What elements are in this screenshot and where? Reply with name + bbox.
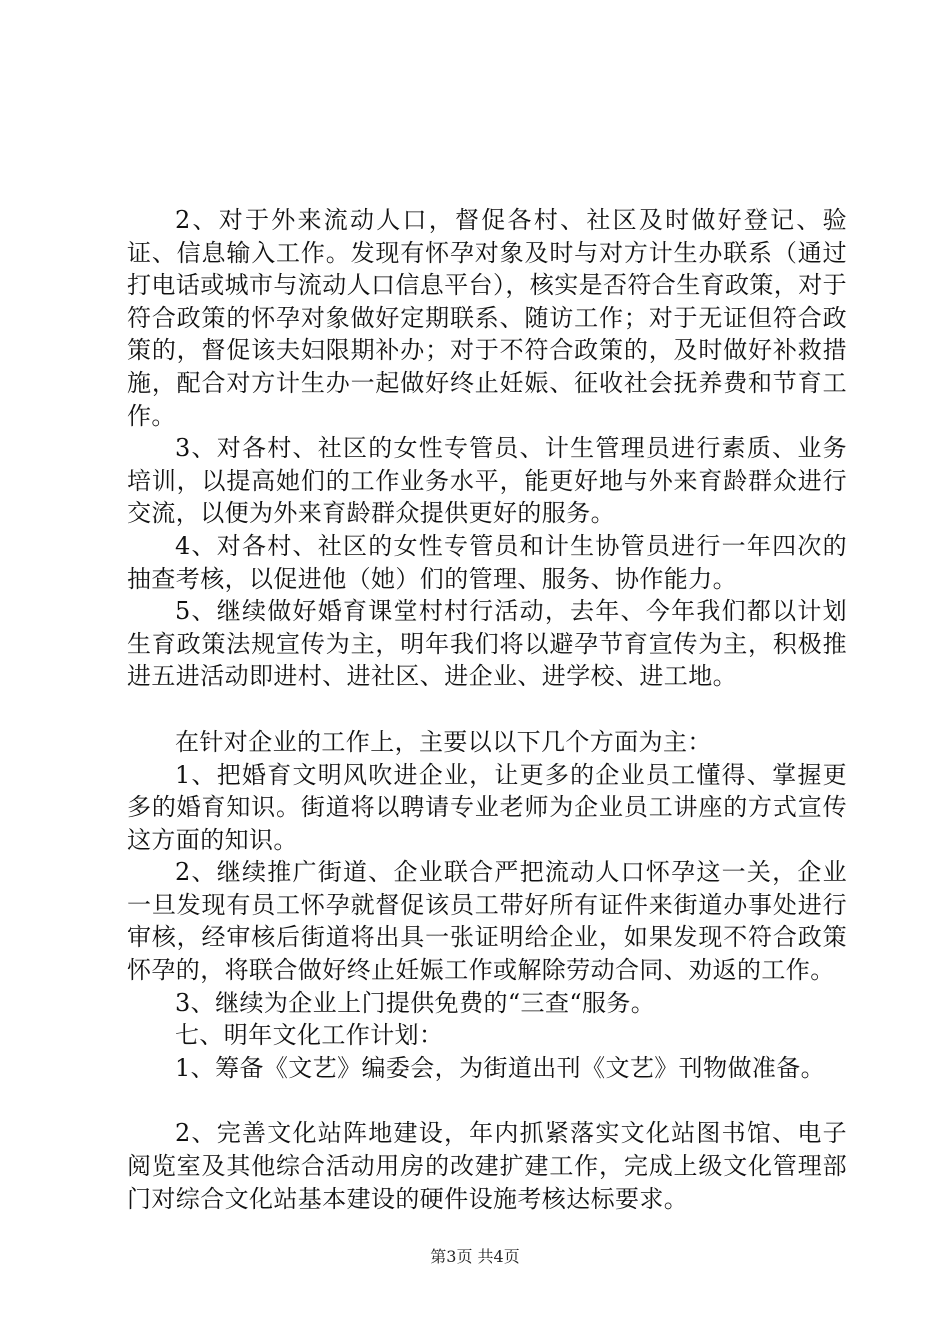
paragraph-culture-station: 2、完善文化站阵地建设，年内抓紧落实文化站图书馆、电子阅览室及其他综合活动用房的改建扩建工作，完成上级文化管理部门对综合文化站基本建设的硬件设施考核达标要求。 <box>127 1119 847 1213</box>
paragraph-quarterly-assessment: 4、对各村、社区的女性专管员和计生协管员进行一年四次的抽查考核，以促进他（她）们的管理、服务、协作能力。 <box>127 531 847 593</box>
section-heading-culture-plan: 七、明年文化工作计划： <box>175 1021 444 1050</box>
paragraph-enterprise-education: 1、把婚育文明风吹进企业，让更多的企业员工懂得、掌握更多的婚育知识。街道将以聘请专业老师为企业员工讲座的方式宣传这方面的知识。 <box>127 760 847 854</box>
paragraph-migrant-registration: 2、对于外来流动人口，督促各村、社区及时做好登记、验证、信息输入工作。发现有怀孕对象及时与对方计生办联系（通过打电话或城市与流动人口信息平台），核实是否符合生育政策，对于符合政策的怀孕对象做好定期联系、随访工作；对于无证但符合政策的，督促该夫妇限期补办；对于不符合政策的，及时做好补救措施，配合对方计生办一起做好终止妊娠、征收社会抚养费和节育工作。 <box>127 206 847 430</box>
paragraph-enterprise-pregnancy-check: 2、继续推广街道、企业联合严把流动人口怀孕这一关，企业一旦发现有员工怀孕就督促该员工带好所有证件来街道办事处进行审核，经审核后街道将出具一张证明给企业，如果发现不符合政策怀孕的，将联合做好终止妊娠工作或解除劳动合同、劝返的工作。 <box>127 858 847 985</box>
paragraph-marriage-classroom: 5、继续做好婚育课堂村村行活动，去年、今年我们都以计划生育政策法规宣传为主，明年我们将以避孕节育宣传为主，积极推进五进活动即进村、进社区、进企业、进学校、进工地。 <box>127 597 847 691</box>
paragraph-wenyi-committee: 1、筹备《文艺》编委会，为街道出刊《文艺》刊物做准备。 <box>175 1053 826 1082</box>
paragraph-staff-training: 3、对各村、社区的女性专管员、计生管理员进行素质、业务培训，以提高她们的工作业务水平，能更好地与外来育龄群众进行交流，以便为外来育龄群众提供更好的服务。 <box>127 434 847 528</box>
document-body <box>127 204 847 1215</box>
paragraph-enterprise-free-service: 3、继续为企业上门提供免费的“三查“服务。 <box>175 988 656 1017</box>
page-footer: 第3页 共4页 <box>430 1247 520 1266</box>
paragraph-enterprise-intro: 在针对企业的工作上，主要以以下几个方面为主： <box>175 727 712 756</box>
